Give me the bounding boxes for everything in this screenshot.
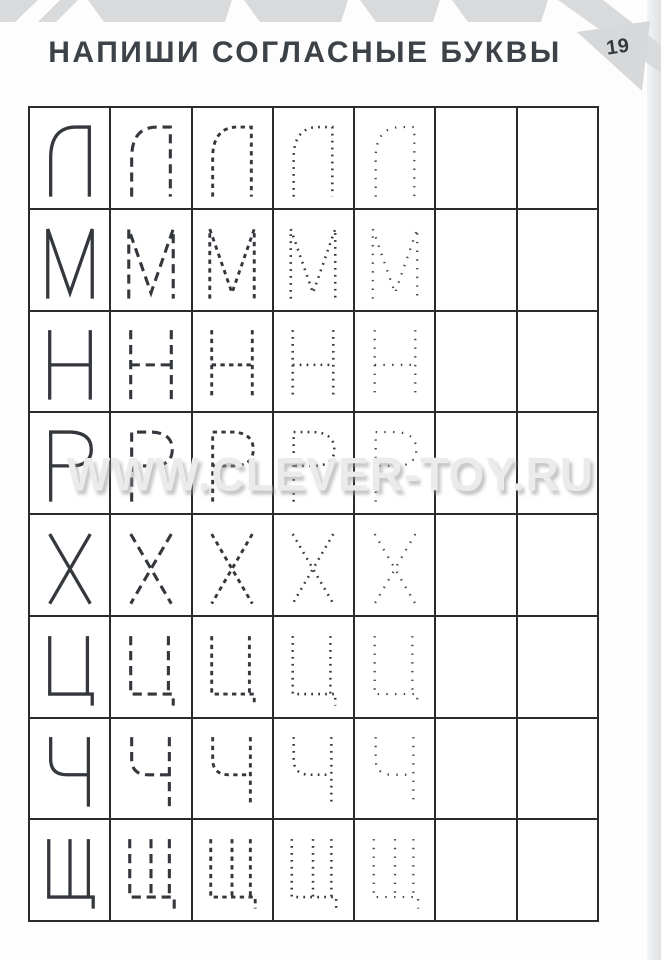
trace-cell	[355, 820, 434, 920]
trace-cell	[355, 617, 434, 717]
letter-Н-solid	[41, 319, 99, 403]
empty-trace-cell	[436, 515, 515, 615]
trace-cell	[111, 515, 190, 615]
trace-cell	[111, 820, 190, 920]
empty-trace-cell	[436, 108, 515, 208]
empty-trace-cell	[518, 312, 597, 412]
trace-cell	[30, 719, 109, 819]
band-segment	[244, 0, 348, 22]
trace-cell	[30, 108, 109, 208]
trace-cell	[193, 820, 272, 920]
letter-Ц-solid	[41, 625, 99, 709]
trace-cell	[193, 312, 272, 412]
letter-М-dotted	[284, 218, 342, 302]
letter-Ч-dash-short	[203, 726, 261, 810]
trace-cell	[193, 719, 272, 819]
empty-trace-cell	[518, 210, 597, 310]
letter-Н-dash-short	[203, 319, 261, 403]
letter-Щ-dotted-sparse	[366, 828, 424, 912]
trace-cell	[111, 210, 190, 310]
trace-cell	[111, 312, 190, 412]
trace-cell	[193, 515, 272, 615]
letter-Н-dotted	[284, 319, 342, 403]
empty-trace-cell	[518, 515, 597, 615]
trace-cell	[274, 515, 353, 615]
letter-Х-dotted	[284, 523, 342, 607]
letter-Щ-solid	[41, 828, 99, 912]
letter-Ч-dotted	[284, 726, 342, 810]
empty-trace-cell	[436, 210, 515, 310]
letter-Л-dotted-sparse	[366, 116, 424, 200]
empty-trace-cell	[518, 719, 597, 819]
letter-Л-dotted	[284, 116, 342, 200]
trace-cell	[274, 312, 353, 412]
letter-М-dash-short	[203, 218, 261, 302]
letter-М-dotted-sparse	[366, 218, 424, 302]
letter-Л-solid	[41, 116, 99, 200]
letter-Н-dotted-sparse	[366, 319, 424, 403]
letter-Щ-dotted	[284, 828, 342, 912]
empty-trace-cell	[518, 108, 597, 208]
trace-cell	[355, 108, 434, 208]
trace-cell	[111, 617, 190, 717]
trace-cell	[274, 820, 353, 920]
trace-cell	[30, 515, 109, 615]
letter-Ч-dash-long	[122, 726, 180, 810]
practice-grid	[28, 106, 599, 922]
letter-Х-dotted-sparse	[366, 523, 424, 607]
band-segment	[88, 0, 232, 22]
trace-cell	[355, 515, 434, 615]
letter-Ц-dotted	[284, 625, 342, 709]
trace-cell	[111, 108, 190, 208]
band-segment	[452, 0, 548, 22]
letter-М-dash-long	[122, 218, 180, 302]
letter-Ц-dotted-sparse	[366, 625, 424, 709]
trace-cell	[274, 617, 353, 717]
band-segment	[0, 0, 38, 22]
trace-cell	[30, 820, 109, 920]
letter-Ц-dash-long	[122, 625, 180, 709]
empty-trace-cell	[436, 820, 515, 920]
letter-Х-solid	[41, 523, 99, 607]
trace-cell	[193, 108, 272, 208]
band-segment	[360, 0, 440, 22]
letter-Ц-dash-short	[203, 625, 261, 709]
trace-cell	[355, 719, 434, 819]
trace-cell	[30, 312, 109, 412]
empty-trace-cell	[436, 312, 515, 412]
letter-Х-dash-long	[122, 523, 180, 607]
trace-cell	[193, 210, 272, 310]
page-title: НАПИШИ СОГЛАСНЫЕ БУКВЫ	[48, 36, 562, 69]
empty-trace-cell	[518, 617, 597, 717]
watermark: WWW.CLEVER-TOY.RU	[66, 447, 595, 501]
trace-cell	[111, 719, 190, 819]
letter-Х-dash-short	[203, 523, 261, 607]
trace-cell	[30, 210, 109, 310]
trace-cell	[355, 312, 434, 412]
empty-trace-cell	[436, 719, 515, 819]
letter-Щ-dash-short	[203, 828, 261, 912]
letter-Ч-dotted-sparse	[366, 726, 424, 810]
band-segment	[38, 0, 78, 22]
letter-Л-dash-long	[122, 116, 180, 200]
letter-Л-dash-short	[203, 116, 261, 200]
letter-Ч-solid	[41, 726, 99, 810]
letter-Щ-dash-long	[122, 828, 180, 912]
letter-М-solid	[41, 218, 99, 302]
empty-trace-cell	[518, 820, 597, 920]
trace-cell	[274, 210, 353, 310]
trace-cell	[274, 108, 353, 208]
letter-Н-dash-long	[122, 319, 180, 403]
trace-cell	[193, 617, 272, 717]
page-number-badge: 19	[604, 34, 631, 60]
trace-cell	[30, 617, 109, 717]
empty-trace-cell	[436, 617, 515, 717]
trace-cell	[274, 719, 353, 819]
trace-cell	[355, 210, 434, 310]
